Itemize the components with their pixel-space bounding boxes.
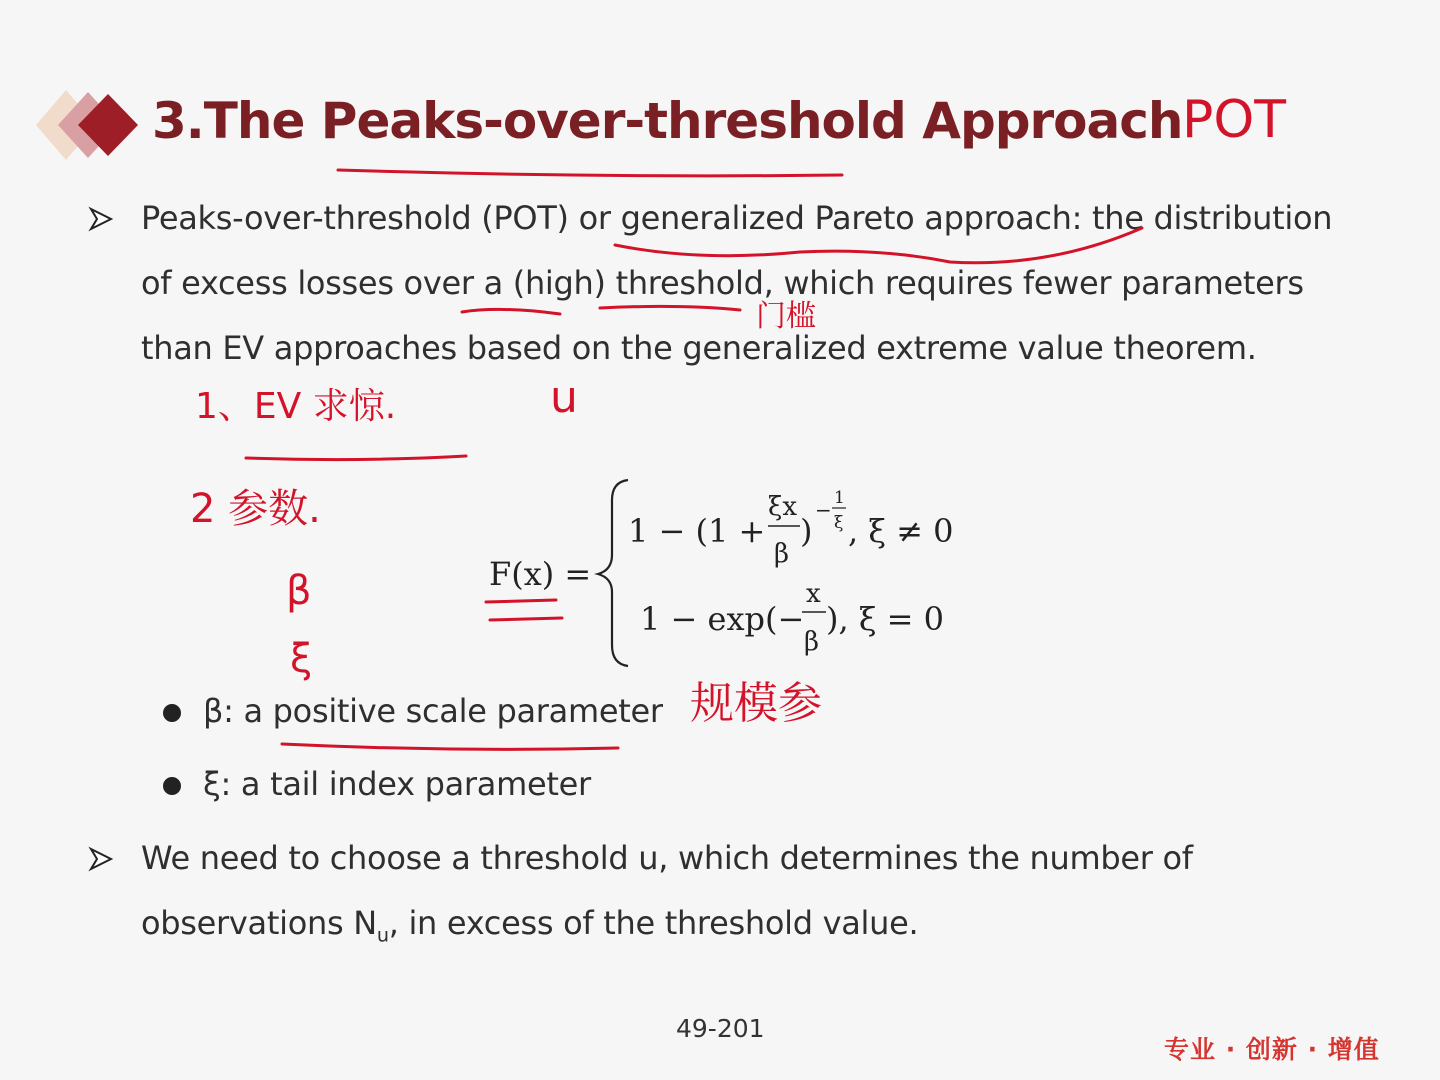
- para2-line2: observations $N_u$, in excess of the threshold value.: [141, 904, 919, 947]
- svg-text:1 − (1 +: 1 − (1 +: [628, 512, 766, 550]
- para1-line3: than EV approaches based on the generalized extreme value theorem.: [141, 329, 1257, 367]
- svg-text:规模参: 规模参: [690, 678, 822, 729]
- svg-text:u: u: [550, 372, 578, 423]
- svg-text:, ξ ≠ 0: , ξ ≠ 0: [848, 512, 954, 550]
- arrow-bullet-icon: [88, 846, 114, 872]
- bullet-dot: [163, 704, 181, 722]
- svg-text:1、EV 求惊.: 1、EV 求惊.: [195, 386, 397, 427]
- svg-text:β: β: [804, 627, 820, 657]
- svg-text:), ξ = 0: ), ξ = 0: [826, 600, 944, 638]
- svg-text:门槛: 门槛: [756, 299, 816, 334]
- gpd-formula: [480, 470, 960, 680]
- svg-text:): ): [800, 512, 813, 550]
- svg-text:ξ: ξ: [290, 636, 313, 682]
- motto-logo: 专业 · 创新 · 增值: [1164, 1035, 1380, 1064]
- slide-title: 3.The Peaks-over-threshold Approach: [152, 92, 1183, 150]
- svg-text:β: β: [774, 539, 790, 569]
- bullet-dot: [163, 777, 181, 795]
- title-diamonds-icon: [36, 90, 146, 160]
- svg-text:ξx: ξx: [768, 492, 797, 522]
- svg-text:1 − exp(−: 1 − exp(−: [640, 600, 805, 638]
- bullet-beta: β: a positive scale parameter: [203, 692, 663, 730]
- svg-text:β: β: [286, 568, 312, 614]
- para1-line2: of excess losses over a (high) threshold, which requires fewer parameters: [141, 264, 1304, 302]
- svg-text:−: −: [815, 498, 832, 522]
- para1-line1: Peaks-over-threshold (POT) or generalized Pareto approach: the distribution: [141, 199, 1333, 237]
- svg-text:ξ: ξ: [834, 513, 844, 533]
- page-number: 49-201: [676, 1014, 765, 1043]
- svg-text:F(x) =: F(x) =: [489, 555, 592, 593]
- arrow-bullet-icon: [88, 206, 114, 232]
- bullet-xi: ξ: a tail index parameter: [203, 765, 591, 803]
- svg-text:POT: POT: [1182, 90, 1287, 150]
- svg-text:x: x: [806, 579, 821, 609]
- para2-line1: We need to choose a threshold u, which determines the number of: [141, 839, 1193, 877]
- svg-text:2 参数.: 2 参数.: [190, 486, 321, 532]
- svg-text:1: 1: [834, 488, 845, 508]
